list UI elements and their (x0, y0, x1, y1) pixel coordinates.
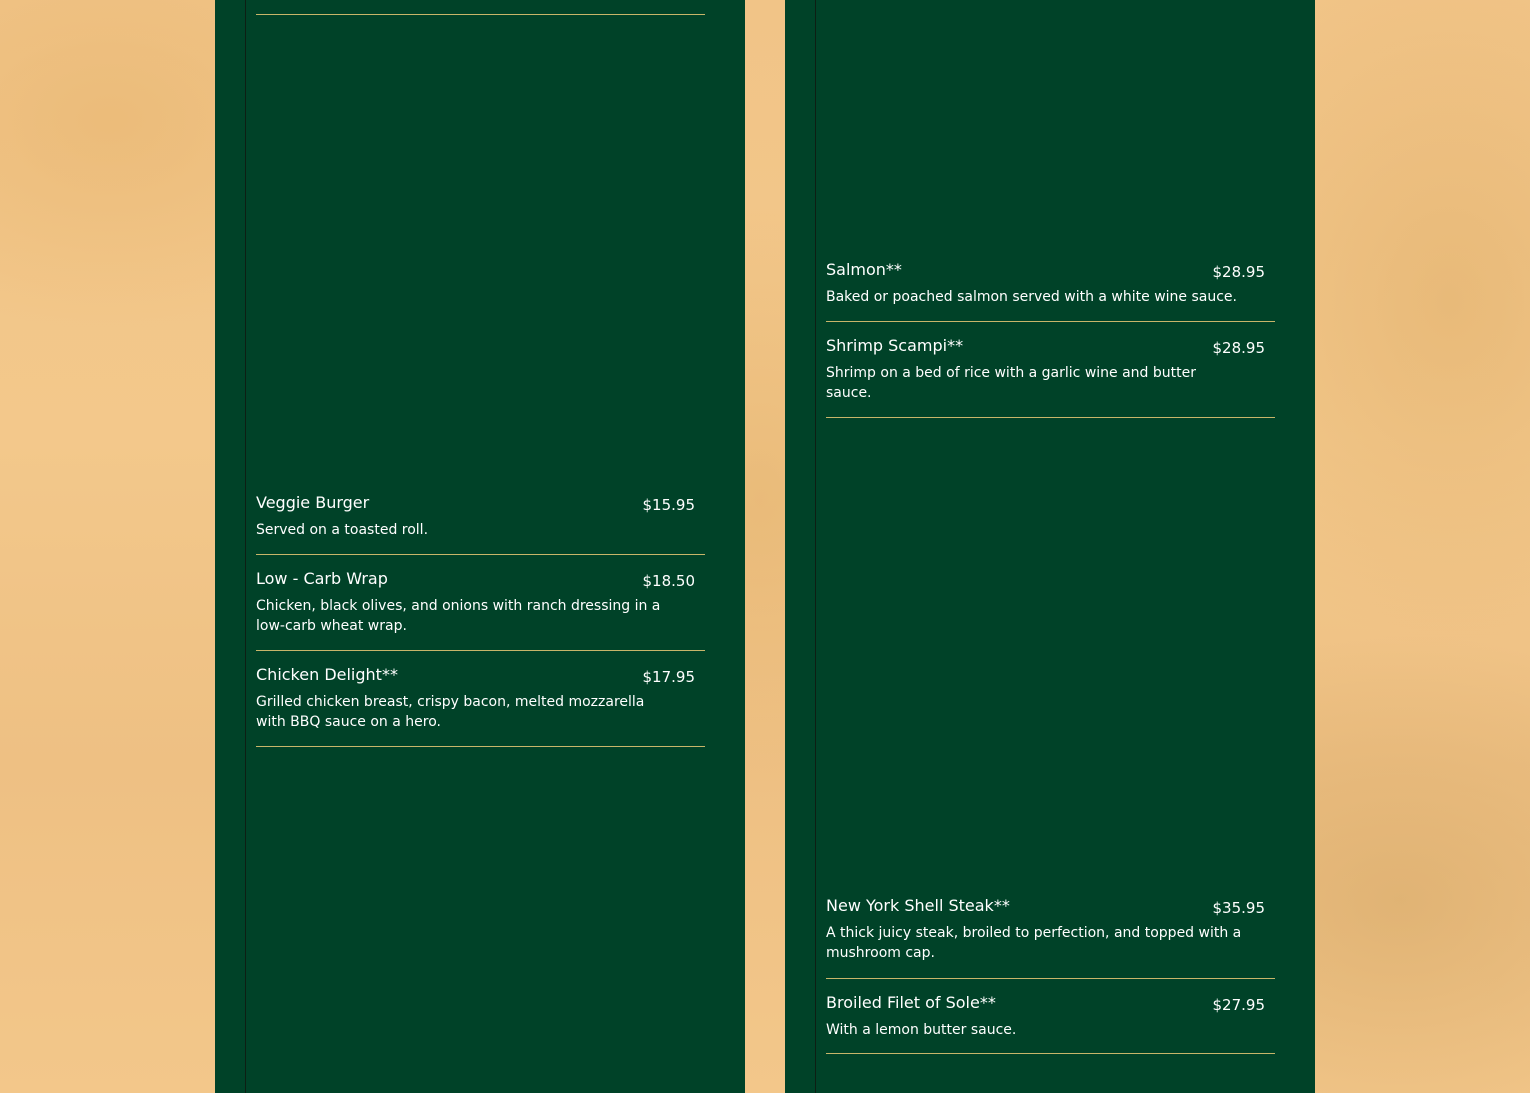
item-name: Shrimp Scampi** (826, 336, 964, 355)
divider (256, 746, 705, 747)
divider (256, 14, 705, 15)
divider (826, 978, 1275, 979)
item-name: Salmon** (826, 260, 902, 279)
item-price: $28.95 (1212, 263, 1265, 281)
item-description: With a lemon butter sauce. (826, 1022, 1017, 1038)
item-name: New York Shell Steak** (826, 896, 1010, 915)
divider (826, 321, 1275, 322)
item-price: $18.50 (642, 572, 695, 590)
item-description: Chicken, black olives, and onions with ranch dressing in a low-carb wheat wrap. (256, 598, 661, 634)
item-price: $27.95 (1212, 996, 1265, 1014)
divider (826, 417, 1275, 418)
divider (256, 554, 705, 555)
item-name: Low - Carb Wrap (256, 569, 388, 588)
item-description: Grilled chicken breast, crispy bacon, melted mozzarella with BBQ sauce on a hero. (256, 694, 645, 730)
divider (826, 1053, 1275, 1054)
item-name: Broiled Filet of Sole** (826, 993, 996, 1012)
menu-panel-left (215, 0, 745, 1093)
divider (256, 650, 705, 651)
item-price: $15.95 (642, 496, 695, 514)
item-description: Shrimp on a bed of rice with a garlic wine and butter sauce. (826, 365, 1196, 401)
menu-panel-right (785, 0, 1315, 1093)
item-price: $35.95 (1212, 899, 1265, 917)
item-price: $17.95 (642, 668, 695, 686)
item-price: $28.95 (1212, 339, 1265, 357)
item-description: A thick juicy steak, broiled to perfection, and topped with a mushroom cap. (826, 925, 1242, 961)
panel-border-line (815, 0, 816, 1093)
item-name: Veggie Burger (256, 493, 370, 512)
item-description: Served on a toasted roll. (256, 522, 429, 538)
panel-border-line (245, 0, 246, 1093)
item-name: Chicken Delight** (256, 665, 398, 684)
item-description: Baked or poached salmon served with a white wine sauce. (826, 289, 1237, 305)
